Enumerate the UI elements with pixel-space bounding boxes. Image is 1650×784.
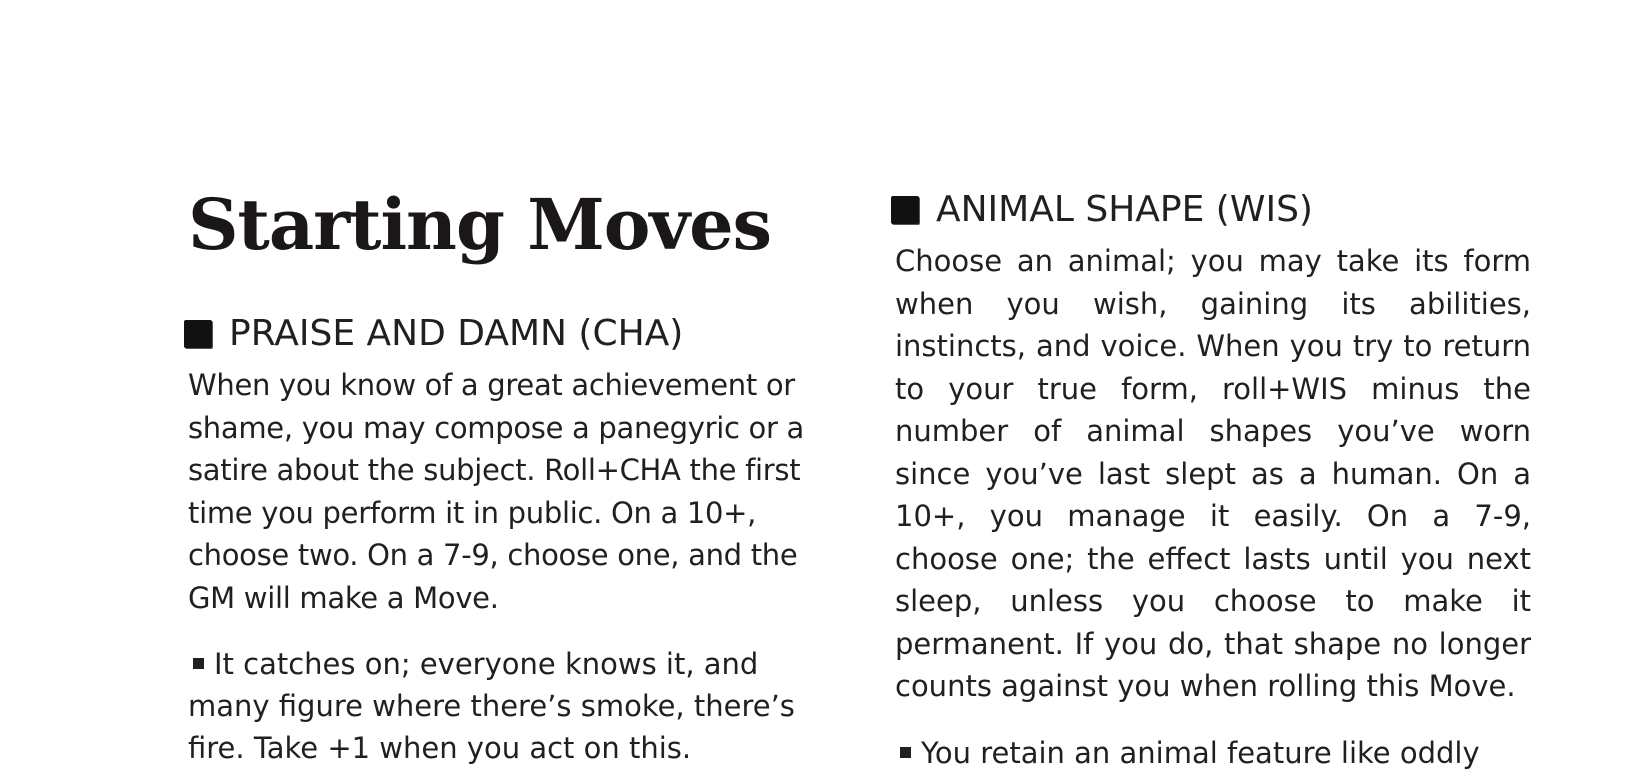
move-animal-shape <box>895 188 1531 774</box>
checkbox-icon[interactable] <box>891 196 919 224</box>
bullet-icon <box>193 658 204 669</box>
left-column <box>188 180 824 769</box>
move-praise-and-damn <box>188 312 824 769</box>
right-column <box>895 188 1531 774</box>
move-option <box>895 732 1531 774</box>
move-title: PRAISE AND DAMN (CHA) <box>229 313 684 354</box>
move-description: Choose an animal; you may take its form when you wish, gaining its abilities, instincts, and voice. When you try to return to your true form, roll+WIS minus the number of animal shapes you’ve worn since you’ve last slept as a human. On a 10+, you manage it easily. On a 7-9, choose one; the effect lasts until you next sleep, unless you choose to make it permanent. If you do, that shape no longer counts against you when rolling this Move. <box>895 244 1531 703</box>
move-heading <box>184 312 824 356</box>
option-text: It catches on; everyone knows it, and many figure where there’s smoke, there’s fire. Take +1 when you act on this. <box>188 647 795 765</box>
bullet-icon <box>900 747 911 758</box>
move-heading <box>891 188 1531 232</box>
checkbox-icon[interactable] <box>184 320 212 348</box>
move-title: ANIMAL SHAPE (WIS) <box>936 189 1313 230</box>
move-option <box>188 643 824 769</box>
page-title: Starting Moves <box>188 183 772 266</box>
option-text: You retain an animal feature like oddly <box>921 735 1480 770</box>
move-description: When you know of a great achievement or shame, you may compose a panegyric or a satire about the subject. Roll+CHA the first time you perform it in public. On a 10+, choose two. On a 7-9, choose one, and the GM will make a Move. <box>188 368 805 615</box>
